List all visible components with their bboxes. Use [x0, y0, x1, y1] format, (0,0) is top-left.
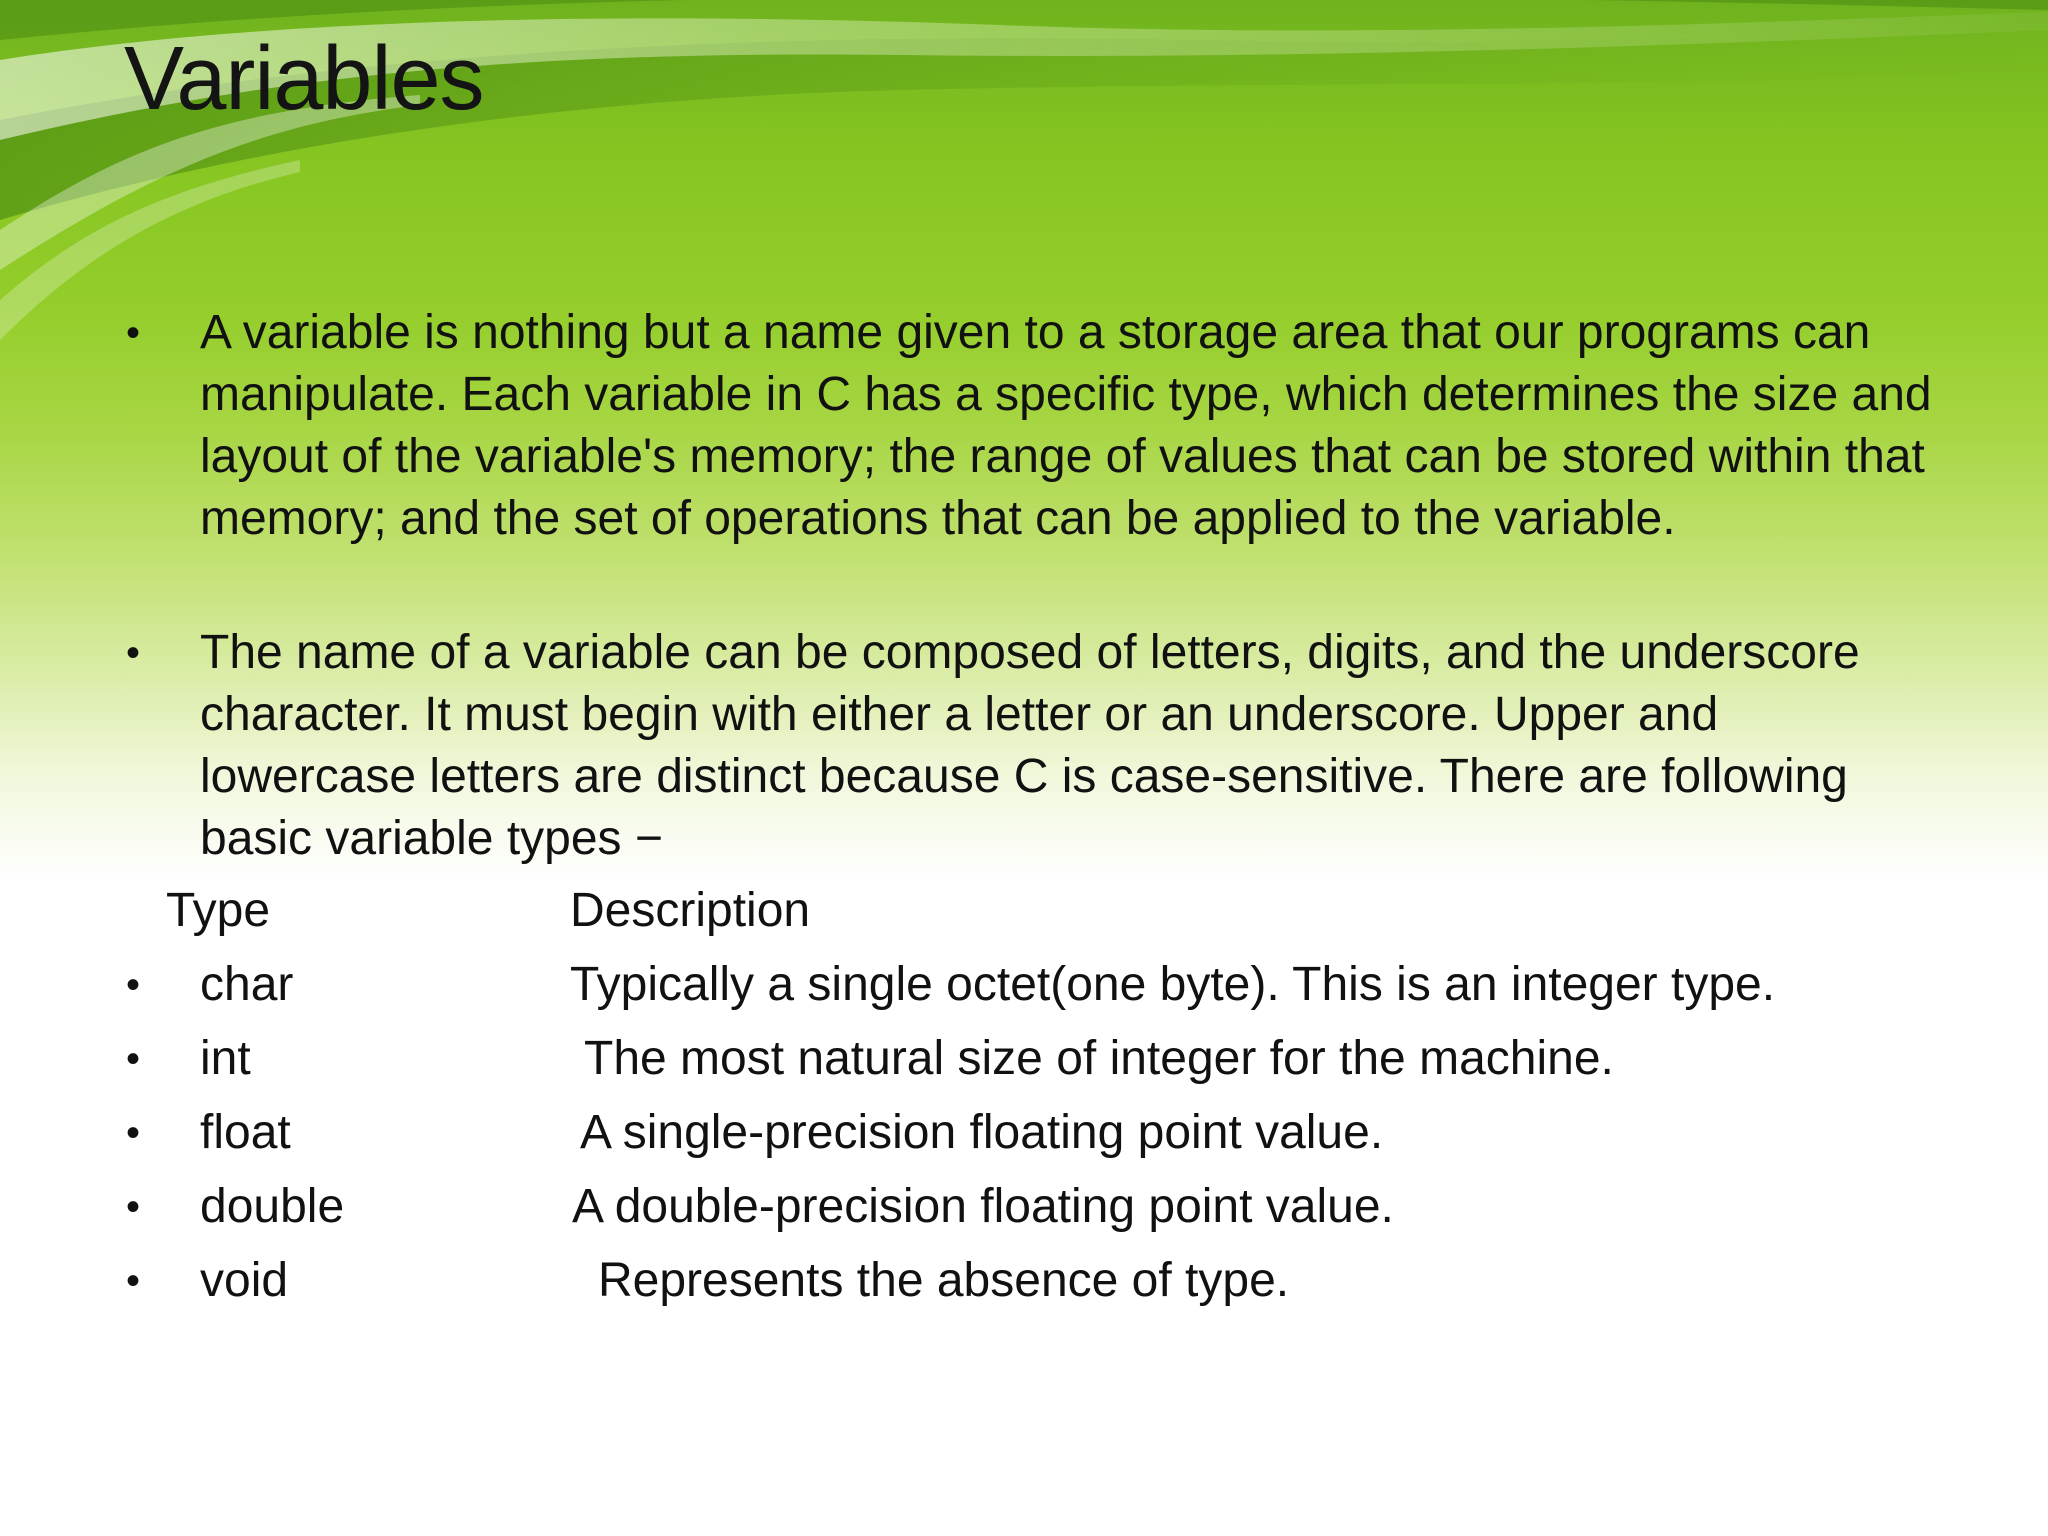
table-header-type: Type — [166, 884, 271, 937]
type-name: void — [200, 1254, 289, 1307]
type-description: Represents the absence of type. — [598, 1254, 1290, 1307]
paragraph-text: The name of a variable can be composed of letters, digits, and the underscore character. It must begin with either a letter or an underscore. Upper and lowercase letters are distinct because C is case-sensitive. There are following basic variable types − — [200, 626, 1860, 865]
table-header-description: Description — [570, 884, 811, 937]
bullet-paragraph-2 — [120, 622, 1940, 870]
type-row-char — [120, 954, 1940, 1016]
type-description: The most natural size of integer for the machine. — [584, 1032, 1614, 1085]
type-description: A double-precision floating point value. — [572, 1180, 1394, 1233]
type-name: float — [200, 1106, 291, 1159]
type-name: char — [200, 958, 294, 1011]
bullet-icon: • — [126, 311, 141, 355]
type-row-int — [120, 1028, 1940, 1090]
type-row-float — [120, 1102, 1940, 1164]
paragraph-text: A variable is nothing but a name given to a storage area that our programs can manipulate. Each variable in C has a specific type, which determines the size and layout of the variable's memory; the range of values that can be stored within that memory; and the set of operations that can be applied to the variable. — [200, 306, 1932, 545]
type-description: A single-precision floating point value. — [580, 1106, 1384, 1159]
bullet-icon: • — [126, 1111, 141, 1155]
bullet-icon: • — [126, 963, 141, 1007]
bullet-paragraph-1 — [120, 302, 1940, 550]
bullet-icon: • — [126, 1185, 141, 1229]
type-name: double — [200, 1180, 345, 1233]
slide-title: Variables — [124, 29, 484, 129]
type-row-void — [120, 1250, 1940, 1312]
bullet-icon: • — [126, 1259, 141, 1303]
type-description: Typically a single octet(one byte). This is an integer type. — [570, 958, 1776, 1011]
type-row-double — [120, 1176, 1940, 1238]
bullet-icon: • — [126, 631, 141, 675]
type-name: int — [200, 1032, 251, 1085]
bullet-icon: • — [126, 1037, 141, 1081]
